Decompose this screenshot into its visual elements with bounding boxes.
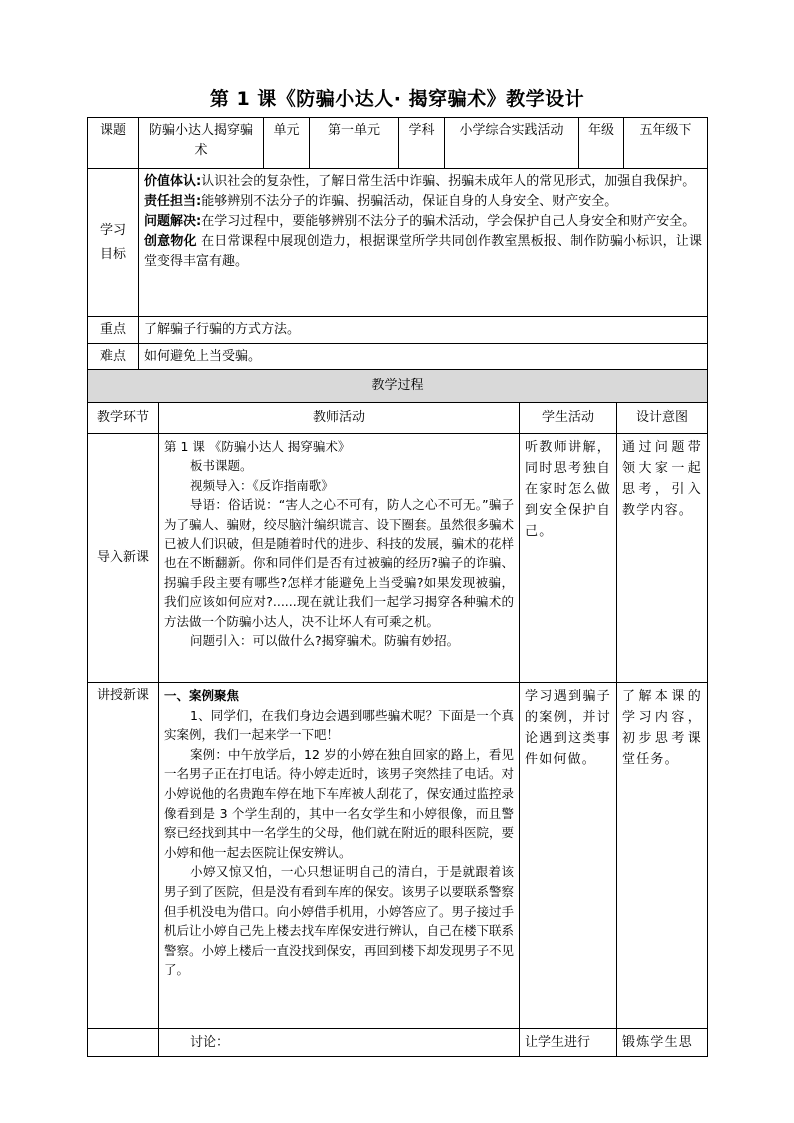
discussion-purpose: 锻炼学生思 <box>617 1029 708 1057</box>
topic-value: 防骗小达人揭穿骗术 <box>139 118 264 169</box>
lecture-paragraph: 案例：中午放学后，12 岁的小婷在独自回家的路上，看见一名男子正在打电话。待小婷走近时，该男子突然挂了电话。对小婷说他的名贵跑车停在地下车库被人刮花了，保安通过监控录像看到是 3 个学生刮的，其中一名女学生和小婷很像，而且警察已经找到其中一名学生的父母，他们就在附近的眼科医院，要小婷和他一起去医院让保安辨认。 <box>164 746 515 860</box>
objective-text: 能够辨别不法分子的诈骗、拐骗活动，保证自身的人身安全、财产安全。 <box>201 194 618 209</box>
lecture-paragraph: 1、同学们，在我们身边会遇到哪些骗术呢？下面是一个真实案例，我们一起来学一下吧！ <box>164 707 514 743</box>
objective-head: 责任担当: <box>144 194 202 209</box>
objective-head: 创意物化 <box>144 234 197 249</box>
subject-value: 小学综合实践活动 <box>445 118 579 169</box>
objectives-label-text: 学习目标 <box>99 222 126 262</box>
objectives-content <box>139 169 708 317</box>
objective-head: 价值体认: <box>144 174 202 189</box>
objective-text: 在学习过程中，要能够辨别不法分子的骗术活动，学会保护自己人身安全和财产安全。 <box>201 214 696 229</box>
column-stage: 教学环节 <box>88 403 159 434</box>
difficulty-label: 难点 <box>88 344 139 371</box>
column-teacher: 教师活动 <box>159 403 520 434</box>
process-header: 教学过程 <box>88 370 708 403</box>
lecture-student-activity: 学习遇到骗子的案例，并讨论遇到这类事件如何做。 <box>520 683 617 1029</box>
objective-item <box>144 192 702 212</box>
grade-value: 五年级下 <box>624 118 708 169</box>
unit-label: 单元 <box>264 118 310 169</box>
discussion-student: 让学生进行 <box>520 1029 617 1057</box>
intro-speech: 导语：俗话说：“害人之心不可有，防人之心不可无。”骗子为了骗人、骗财，绞尽脑汁编织谎言、设下圈套。虽然很多骗术已被人们识破，但是随着时代的进步、科技的发展，骗术的花样也在不断翻新。你和同伴们是否有过被骗的经历?骗子的诈骗、拐骗手段主要有哪些?怎样才能避免上当受骗?如果发现被骗，我们应该如何应对?......现在就让我们一起学习揭穿各种骗术的方法做一个防骗小达人，决不让坏人有可乘之机。 <box>164 497 515 629</box>
difficulty-text: 如何避免上当受骗。 <box>139 344 708 371</box>
intro-question: 问题引入：可以做什么?揭穿骗术。防骗有妙招。 <box>190 633 460 649</box>
intro-stage: 导入新课 <box>88 434 159 683</box>
lecture-stage: 讲授新课 <box>88 683 159 1029</box>
intro-teacher-activity <box>159 434 520 683</box>
objective-item <box>144 212 702 232</box>
objective-item <box>144 232 702 272</box>
key-point-label: 重点 <box>88 317 139 344</box>
objectives-label <box>88 169 139 317</box>
topic-label: 课题 <box>88 118 139 169</box>
grade-label: 年级 <box>579 118 624 169</box>
objective-head: 问题解决: <box>144 214 202 229</box>
lecture-teacher-activity <box>159 683 520 1029</box>
column-purpose: 设计意图 <box>617 403 708 434</box>
objective-text: 在日常课程中展现创造力，根据课堂所学共同创作教室黑板报、制作防骗小标识，让课堂变得丰富有趣。 <box>144 234 702 269</box>
lecture-paragraph: 小婷又惊又怕，一心只想证明自己的清白，于是就跟着该男子到了医院，但是没有看到车库的保安。该男子以要联系警察但手机没电为借口。向小婷借手机用，小婷答应了。男子接过手机后让小婷自己先上楼去找车库保安进行辨认，自己在楼下联系警察。小婷上楼后一直没找到保安，再回到楼下却发现男子不见了。 <box>164 864 515 978</box>
intro-board: 板书课题。 <box>190 458 253 474</box>
objective-text: 认识社会的复杂性，了解日常生活中诈骗、拐骗未成年人的常见形式，加强自我保护。 <box>201 174 696 189</box>
key-point-text: 了解骗子行骗的方式方法。 <box>139 317 708 344</box>
discussion-stage <box>88 1029 159 1057</box>
lecture-section-title: 一、案例聚焦 <box>164 688 240 703</box>
course-info-table <box>87 117 708 371</box>
teaching-process-table <box>87 369 708 1057</box>
objective-item <box>144 172 702 192</box>
lecture-purpose: 了解本课的学习内容，初步思考课堂任务。 <box>617 683 708 1029</box>
intro-purpose: 通过问题带领大家一起思考，引入教学内容。 <box>617 434 708 683</box>
column-student: 学生活动 <box>520 403 617 434</box>
discussion-text: 讨论： <box>159 1029 520 1057</box>
subject-label: 学科 <box>399 118 445 169</box>
page-title: 第 1 课《防骗小达人· 揭穿骗术》教学设计 <box>209 88 585 110</box>
intro-video: 视频导入：《反诈指南歌》 <box>190 477 334 493</box>
intro-student-activity: 听教师讲解，同时思考独自在家时怎么做到安全保护自己。 <box>520 434 617 683</box>
intro-lesson-title: 第 1 课 《防骗小达人 揭穿骗术》 <box>164 439 351 454</box>
unit-value: 第一单元 <box>310 118 399 169</box>
